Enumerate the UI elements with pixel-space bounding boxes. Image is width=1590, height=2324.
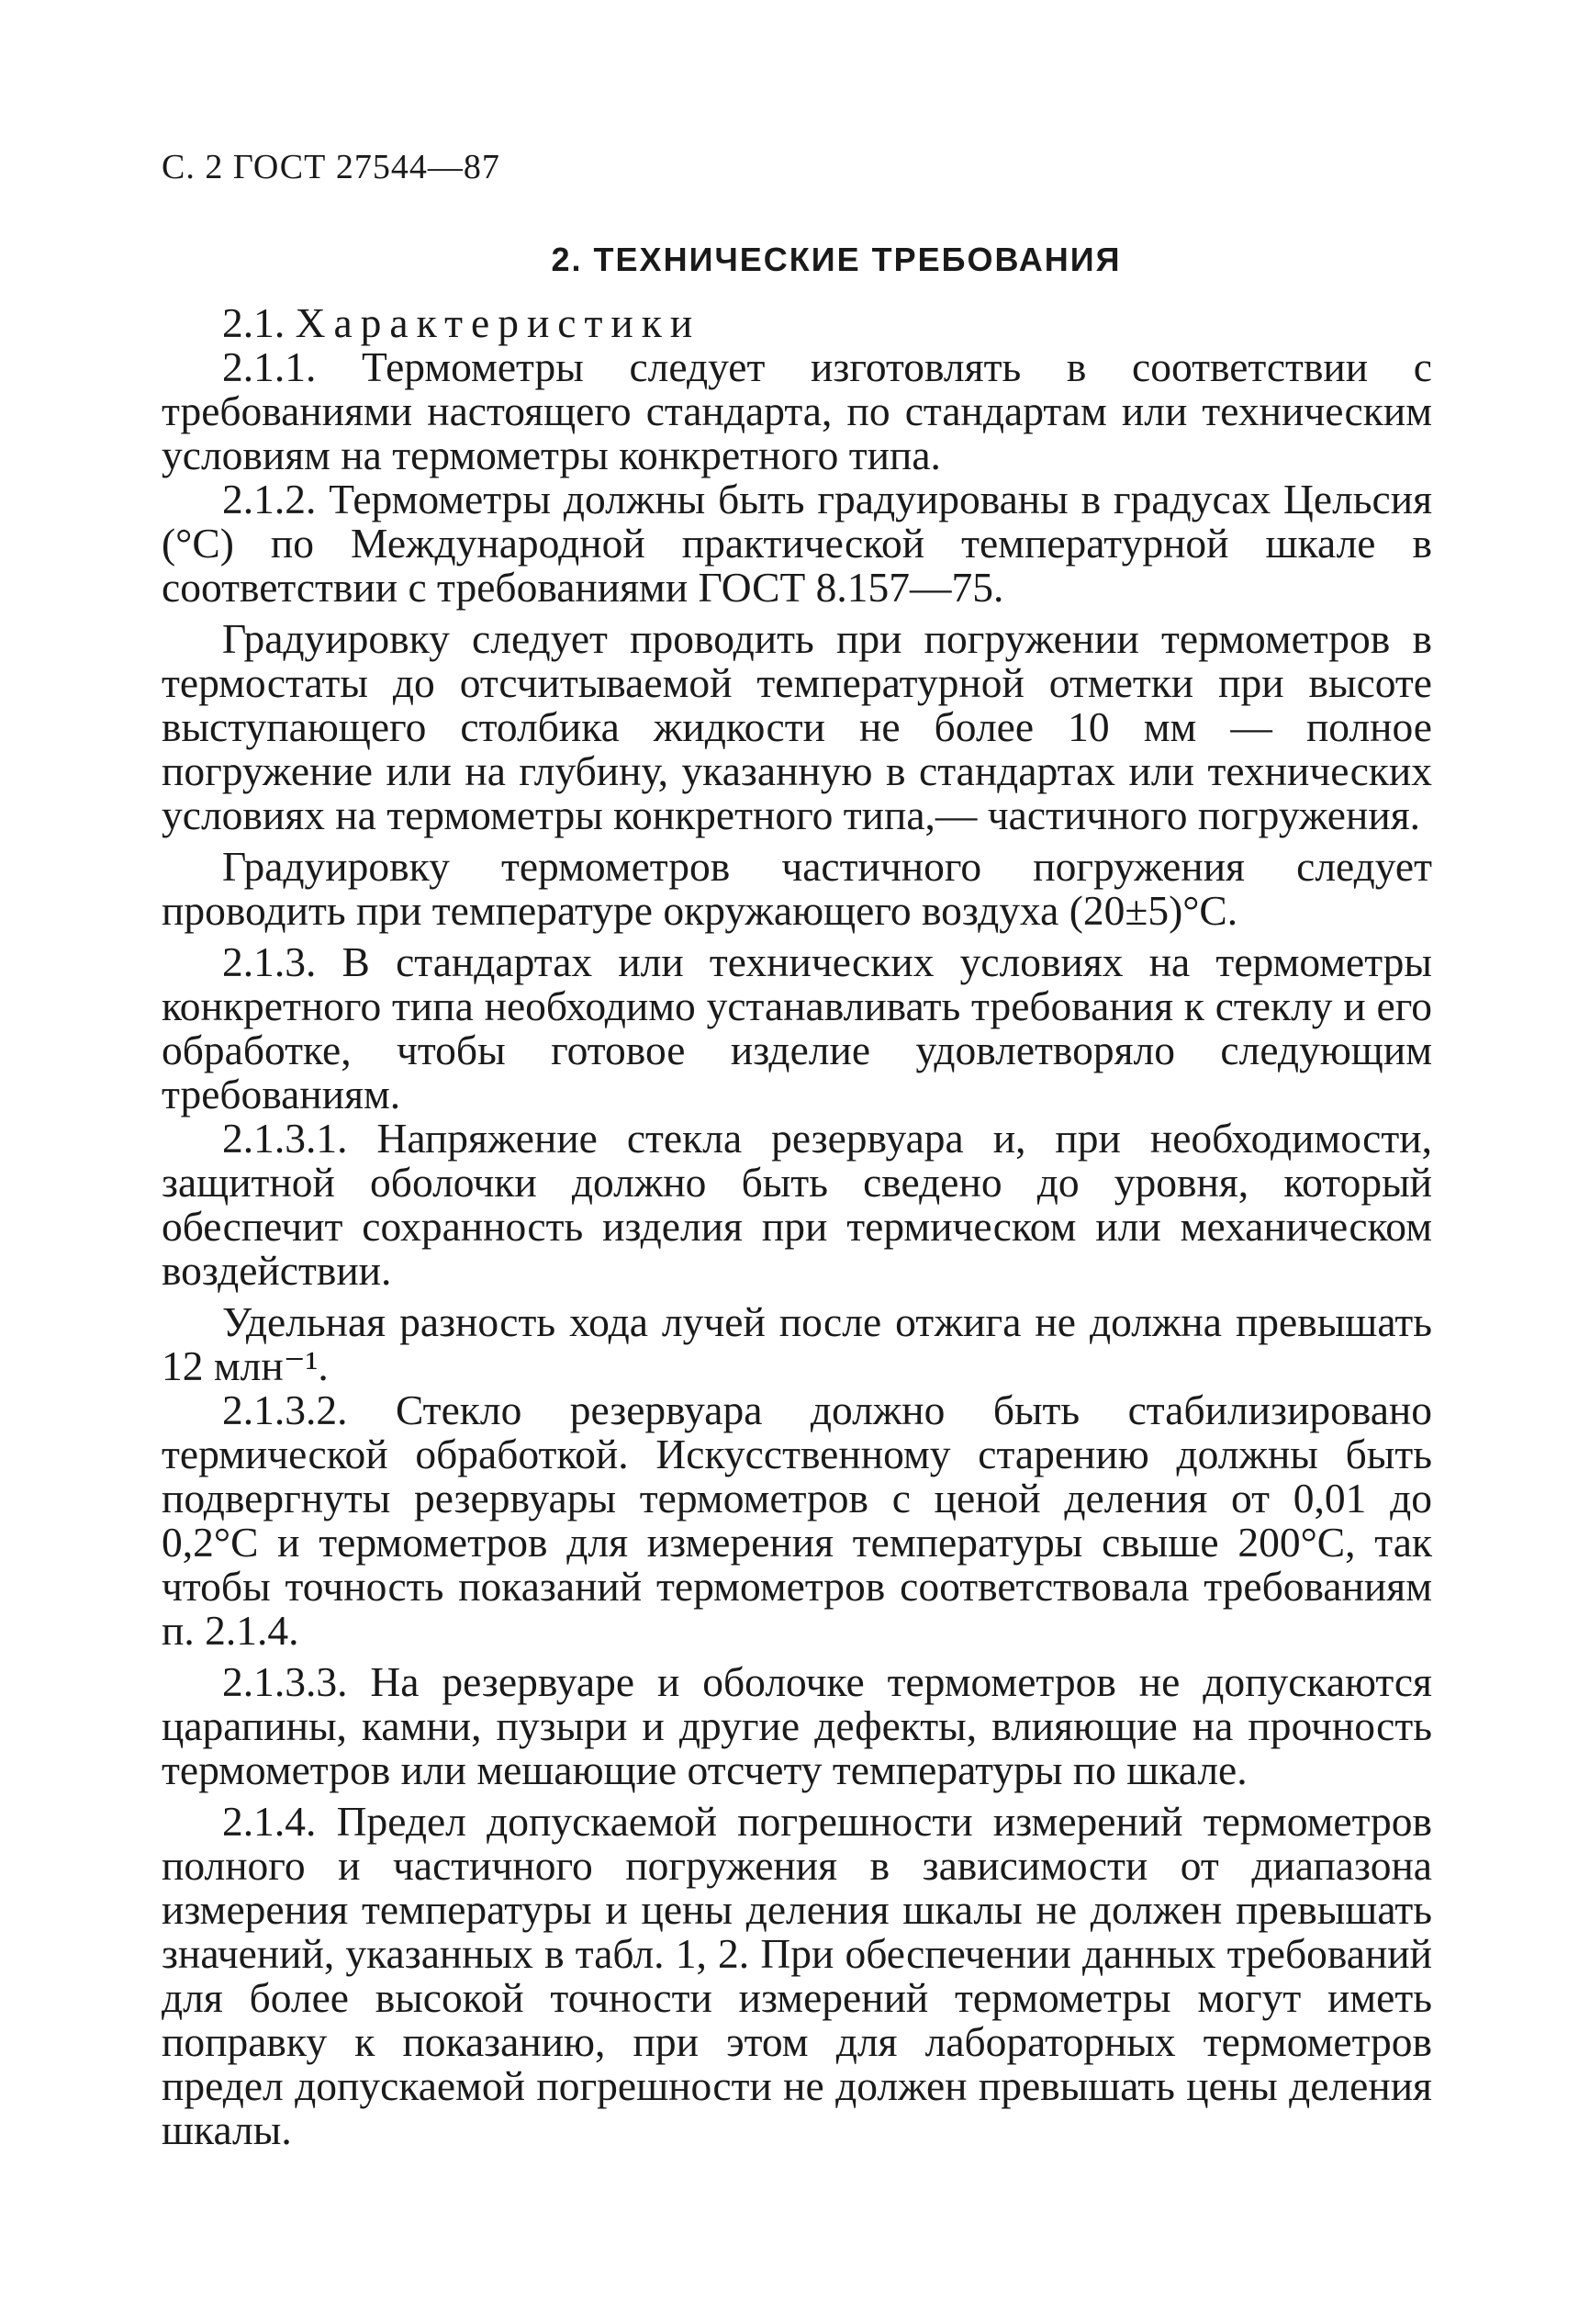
paragraph-2-1-4: 2.1.4. Предел допускаемой погрешности измерений термометров полного и частичного погружения в зависимости от диапазона измерения температуры и цены деления шкалы не должен превышать значений, указанных в табл. 1, 2. При обеспечении данных требований для более высокой точности измерений термометры могут иметь поправку к показанию, при этом для лабораторных термометров предел допускаемой погрешности не должен превышать цены деления шкалы. (162, 1798, 1432, 2153)
section-title: 2. ТЕХНИЧЕСКИЕ ТРЕБОВАНИЯ (551, 241, 1122, 278)
paragraph-2-1-3: 2.1.3. В стандартах или технических условиях на термометры конкретного типа необходимо устанавливать требования к стеклу и его обработке, чтобы готовое изделие удовлетворяло следующим требованиям. (162, 938, 1432, 1117)
paragraph-2-1-2: 2.1.2. Термометры должны быть градуированы в градусах Цельсия (°С) по Международной практической температурной шкале в соответствии с требованиями ГОСТ 8.157—75. (162, 476, 1432, 611)
paragraph-graduation: Градуировку следует проводить при погружении термометров в термостаты до отсчитываемой температурной отметки при высоте выступающего столбика жидкости не более 10 мм — полное погружение или на глубину, указанную в стандартах или технических условиях на термометры конкретного типа,— частичного погружения. (162, 615, 1432, 838)
paragraph-2-1-1: 2.1.1. Термометры следует изготовлять в соответствии с требованиями настоящего стандарта, по стандартам или техническим условиям на термометры конкретного типа. (162, 343, 1432, 478)
subsection-heading (162, 301, 1432, 345)
paragraph-2-1-3-1: 2.1.3.1. Напряжение стекла резервуара и, при необходимости, защитной оболочки должно быть сведено до уровня, который обеспечит сохранность изделия при термическом или механическом воздействии. (162, 1115, 1432, 1294)
paragraph-2-1-3-2: 2.1.3.2. Стекло резервуара должно быть стабилизировано термической обработкой. Искусственному старению должны быть подвергнуты резервуары термометров с ценой деления от 0,01 до 0,2°С и термометров для измерения температуры свыше 200°С, так чтобы точность показаний термометров соответствовала требованиям п. 2.1.4. (162, 1387, 1432, 1654)
body-text (162, 301, 1432, 2152)
subsection-title: Характеристики (295, 299, 701, 346)
subsection-number: 2.1. (222, 299, 286, 346)
paragraph-2-1-3-3: 2.1.3.3. На резервуаре и оболочке термометров не допускаются царапины, камни, пузыри и другие дефекты, влияющие на прочность термометров или мешающие отсчету температуры по шкале. (162, 1658, 1432, 1793)
page-header: С. 2 ГОСТ 27544—87 (162, 148, 500, 186)
paragraph-birefringence: Удельная разность хода лучей после отжига не должна превышать 12 млн⁻¹. (162, 1298, 1432, 1389)
paragraph-partial-immersion: Градуировку термометров частичного погружения следует проводить при температуре окружающего воздуха (20±5)°С. (162, 843, 1432, 934)
